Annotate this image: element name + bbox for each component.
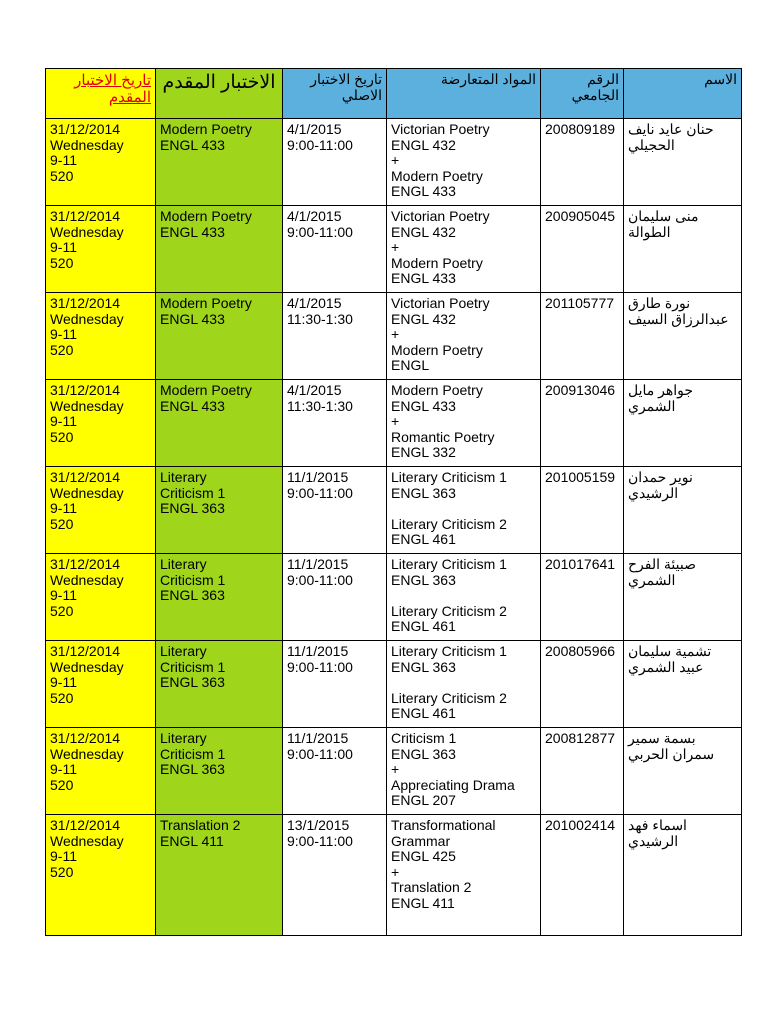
conflicting-courses-cell [387, 554, 541, 641]
original-exam-date-line: 11:30-1:30 [287, 310, 353, 327]
conflicting-course-line: ENGL 425 [391, 848, 456, 864]
early-exam-date-line: 31/12/2014 [50, 208, 121, 224]
table-row [46, 467, 742, 554]
conflicting-course-line: Literary Criticism 2 [391, 602, 507, 619]
early-exam-cell [156, 119, 283, 206]
early-exam-date-line: 9-11 [50, 848, 77, 864]
conflicting-course-line [391, 588, 536, 604]
early-exam-cell [156, 293, 283, 380]
conflicting-course-line: + [391, 863, 400, 880]
early-exam-line: ENGL 433 [160, 223, 225, 240]
conflicting-course-line: Grammar [391, 832, 451, 849]
conflicting-courses-cell [387, 641, 541, 728]
conflicting-course-line: Literary Criticism 1 [391, 556, 507, 572]
conflicting-course-line: + [391, 239, 400, 255]
conflicting-course-line: Literary Criticism 1 [391, 643, 507, 659]
conflicting-course-line: Transformational [391, 817, 496, 833]
conflicting-course-line: Modern Poetry [391, 167, 483, 184]
early-exam-date-line: Wednesday [50, 310, 124, 327]
early-exam-date-line: 520 [50, 602, 74, 619]
early-exam-cell [156, 467, 283, 554]
original-exam-date-line: 9:00-11:00 [287, 484, 353, 501]
original-exam-date-cell [283, 641, 387, 728]
original-exam-date-line: 9:00-11:00 [287, 658, 353, 675]
table-body [46, 119, 742, 936]
university-id-cell: 200812877 [541, 728, 624, 815]
conflicting-course-line: + [391, 761, 400, 777]
conflicting-course-line: ENGL 411 [391, 894, 455, 911]
conflicting-course-line: ENGL 433 [391, 270, 456, 286]
table-row [46, 380, 742, 467]
early-exam-date-line: 9-11 [50, 413, 77, 429]
header-row [46, 69, 742, 119]
early-exam-date-line: 31/12/2014 [50, 382, 121, 398]
conflicting-course-line: Victorian Poetry [391, 295, 490, 311]
early-exam-line: Modern Poetry [160, 121, 252, 137]
early-exam-date-line: 9-11 [50, 326, 77, 342]
conflicting-course-line: ENGL 207 [391, 792, 456, 808]
table-row [46, 206, 742, 293]
conflicting-course-line: + [391, 152, 400, 168]
original-exam-date-line: 4/1/2015 [287, 121, 342, 137]
original-exam-date-line: 4/1/2015 [287, 295, 342, 311]
conflicting-course-line: Victorian Poetry [391, 208, 490, 224]
early-exam-line: ENGL 411 [160, 832, 224, 849]
early-exam-cell [156, 815, 283, 936]
early-exam-date-line: 31/12/2014 [50, 121, 121, 137]
early-exam-cell [156, 554, 283, 641]
early-exam-date-cell [46, 467, 156, 554]
original-exam-date-line: 11/1/2015 [287, 643, 349, 659]
early-exam-date-line: 9-11 [50, 152, 77, 168]
student-name-cell: نورة طارق عبدالرزاق السيف [624, 293, 742, 380]
early-exam-date-line: 31/12/2014 [50, 295, 121, 311]
early-exam-line: ENGL 363 [160, 674, 225, 690]
conflicting-course-line: Modern Poetry [391, 382, 483, 398]
early-exam-date-line: 9-11 [50, 761, 77, 777]
header-early-exam-date: تاريخ الاختبار المقدم [46, 69, 156, 119]
header-conflicting-courses: المواد المتعارضة [387, 69, 541, 119]
early-exam-date-line: Wednesday [50, 658, 124, 675]
original-exam-date-line: 13/1/2015 [287, 817, 350, 833]
student-name-cell: حنان عايد نايف الحجيلي [624, 119, 742, 206]
conflicting-course-line: Modern Poetry [391, 341, 483, 358]
early-exam-date-line: 520 [50, 689, 74, 706]
conflicting-course-line: Translation 2 [391, 879, 472, 895]
student-name-cell: اسماء فهد الرشيدي [624, 815, 742, 936]
conflicting-course-line: ENGL 363 [391, 658, 456, 675]
early-exam-line: Criticism 1 [160, 658, 226, 675]
early-exam-date-line: 31/12/2014 [50, 556, 121, 572]
conflicting-course-line: ENGL 461 [391, 618, 456, 634]
conflicting-courses-cell [387, 728, 541, 815]
early-exam-date-line: 31/12/2014 [50, 469, 121, 485]
conflicting-course-line: Victorian Poetry [391, 121, 490, 137]
original-exam-date-cell [283, 554, 387, 641]
conflicting-course-line: Modern Poetry [391, 254, 483, 271]
student-name-cell: تشمية سليمان عبيد الشمري [624, 641, 742, 728]
university-id-cell: 200809189 [541, 119, 624, 206]
early-exam-date-line: 9-11 [50, 587, 77, 603]
conflicting-course-line: Criticism 1 [391, 730, 457, 746]
original-exam-date-line: 9:00-11:00 [287, 223, 353, 240]
early-exam-line: Literary [160, 556, 207, 572]
early-exam-date-line: Wednesday [50, 832, 124, 849]
early-exam-line: ENGL 433 [160, 136, 225, 153]
header-original-exam-date: تاريخ الاختبار الاصلي [283, 69, 387, 119]
early-exam-date-line: 520 [50, 776, 74, 793]
early-exam-date-line: Wednesday [50, 484, 124, 501]
student-name-cell: بسمة سمير سمران الحربي [624, 728, 742, 815]
conflicting-course-line: ENGL 363 [391, 745, 456, 762]
early-exam-date-line: 31/12/2014 [50, 643, 121, 659]
original-exam-date-line: 11/1/2015 [287, 469, 349, 485]
early-exam-line: ENGL 433 [160, 397, 225, 414]
original-exam-date-line: 11:30-1:30 [287, 397, 353, 414]
conflicting-courses-cell [387, 815, 541, 936]
university-id-cell: 201005159 [541, 467, 624, 554]
early-exam-date-cell [46, 206, 156, 293]
early-exam-date-line: 520 [50, 515, 74, 532]
conflicting-course-line [391, 501, 536, 517]
early-exam-line: ENGL 433 [160, 310, 225, 327]
conflicting-course-line: ENGL 432 [391, 310, 456, 327]
early-exam-cell [156, 380, 283, 467]
early-exam-line: ENGL 363 [160, 587, 225, 603]
early-exam-date-cell [46, 728, 156, 815]
conflicting-course-line: Literary Criticism 2 [391, 515, 507, 532]
early-exam-line: Literary [160, 469, 207, 485]
original-exam-date-line: 9:00-11:00 [287, 745, 353, 762]
early-exam-date-line: Wednesday [50, 571, 124, 588]
early-exam-date-line: Wednesday [50, 397, 124, 414]
early-exam-date-cell [46, 641, 156, 728]
conflicting-course-line: ENGL 432 [391, 136, 456, 153]
original-exam-date-line: 9:00-11:00 [287, 136, 353, 153]
conflicting-course-line: ENGL 363 [391, 484, 456, 501]
conflicting-courses-cell [387, 206, 541, 293]
early-exam-line: ENGL 363 [160, 500, 225, 516]
original-exam-date-line: 11/1/2015 [287, 556, 349, 572]
original-exam-date-line: 4/1/2015 [287, 382, 342, 398]
conflicting-course-line: Literary Criticism 1 [391, 469, 507, 485]
early-exam-date-line: Wednesday [50, 223, 124, 240]
original-exam-date-cell [283, 119, 387, 206]
early-exam-date-line: 520 [50, 254, 74, 271]
early-exam-date-line: 520 [50, 167, 74, 184]
conflicting-courses-cell [387, 293, 541, 380]
original-exam-date-line: 4/1/2015 [287, 208, 342, 224]
conflicting-course-line: ENGL 433 [391, 183, 456, 199]
early-exam-line: Criticism 1 [160, 484, 226, 501]
university-id-cell: 201002414 [541, 815, 624, 936]
table-row [46, 728, 742, 815]
original-exam-date-cell [283, 815, 387, 936]
early-exam-line: Criticism 1 [160, 745, 226, 762]
early-exam-date-cell [46, 815, 156, 936]
early-exam-line: Modern Poetry [160, 208, 252, 224]
conflicting-course-line: ENGL 363 [391, 571, 456, 588]
early-exam-date-line: 9-11 [50, 500, 77, 516]
student-name-cell: صبيئة الفرح الشمري [624, 554, 742, 641]
conflicting-course-line: Romantic Poetry [391, 428, 495, 445]
early-exam-date-line: 31/12/2014 [50, 730, 121, 746]
early-exam-line: Modern Poetry [160, 295, 252, 311]
early-exam-date-line: Wednesday [50, 136, 124, 153]
early-exam-date-line: 31/12/2014 [50, 817, 121, 833]
student-name-cell: نوير حمدان الرشيدي [624, 467, 742, 554]
header-university-id: الرقم الجامعي [541, 69, 624, 119]
table-row [46, 119, 742, 206]
university-id-cell: 201105777 [541, 293, 624, 380]
original-exam-date-cell [283, 380, 387, 467]
conflicting-course-line: ENGL [391, 357, 430, 373]
header-early-exam: الاختبار المقدم [156, 69, 283, 119]
early-exam-date-line: 520 [50, 863, 74, 880]
original-exam-date-cell [283, 293, 387, 380]
conflicting-course-line: + [391, 326, 400, 342]
original-exam-date-line: 9:00-11:00 [287, 832, 353, 849]
conflicting-courses-cell [387, 380, 541, 467]
early-exam-date-line: 520 [50, 341, 74, 358]
header-student-name: الاسم [624, 69, 742, 119]
early-exam-date-line: 9-11 [50, 239, 77, 255]
conflicting-course-line: ENGL 332 [391, 444, 456, 460]
early-exam-date-cell [46, 554, 156, 641]
conflicting-course-line: ENGL 461 [391, 705, 456, 721]
university-id-cell: 201017641 [541, 554, 624, 641]
table-row [46, 554, 742, 641]
conflicting-course-line: ENGL 433 [391, 397, 456, 414]
student-name-cell: جواهر مايل الشمري [624, 380, 742, 467]
early-exam-line: ENGL 363 [160, 761, 225, 777]
original-exam-date-line: 11/1/2015 [287, 730, 349, 746]
early-exam-cell [156, 641, 283, 728]
original-exam-date-cell [283, 467, 387, 554]
conflicting-course-line: ENGL 461 [391, 531, 456, 547]
early-exam-line: Criticism 1 [160, 571, 226, 588]
original-exam-date-cell [283, 206, 387, 293]
early-exam-cell [156, 206, 283, 293]
early-exam-date-cell [46, 380, 156, 467]
conflicting-course-line: Appreciating Drama [391, 776, 515, 793]
early-exam-line: Literary [160, 643, 207, 659]
university-id-cell: 200905045 [541, 206, 624, 293]
original-exam-date-cell [283, 728, 387, 815]
early-exam-date-cell [46, 119, 156, 206]
table-row [46, 815, 742, 936]
university-id-cell: 200913046 [541, 380, 624, 467]
conflicting-courses-cell [387, 119, 541, 206]
original-exam-date-line: 9:00-11:00 [287, 571, 353, 588]
early-exam-cell [156, 728, 283, 815]
early-exam-line: Translation 2 [160, 817, 241, 833]
university-id-cell: 200805966 [541, 641, 624, 728]
early-exam-date-cell [46, 293, 156, 380]
early-exam-line: Literary [160, 730, 207, 746]
conflicting-course-line [391, 675, 536, 691]
early-exam-date-line: 520 [50, 428, 74, 445]
early-exam-date-line: 9-11 [50, 674, 77, 690]
table-row [46, 293, 742, 380]
conflicting-course-line: Literary Criticism 2 [391, 689, 507, 706]
conflicting-courses-cell [387, 467, 541, 554]
exam-schedule-table [45, 68, 742, 936]
early-exam-date-line: Wednesday [50, 745, 124, 762]
early-exam-line: Modern Poetry [160, 382, 252, 398]
conflicting-course-line: ENGL 432 [391, 223, 456, 240]
table-row [46, 641, 742, 728]
conflicting-course-line: + [391, 413, 400, 429]
student-name-cell: منى سليمان الطوالة [624, 206, 742, 293]
